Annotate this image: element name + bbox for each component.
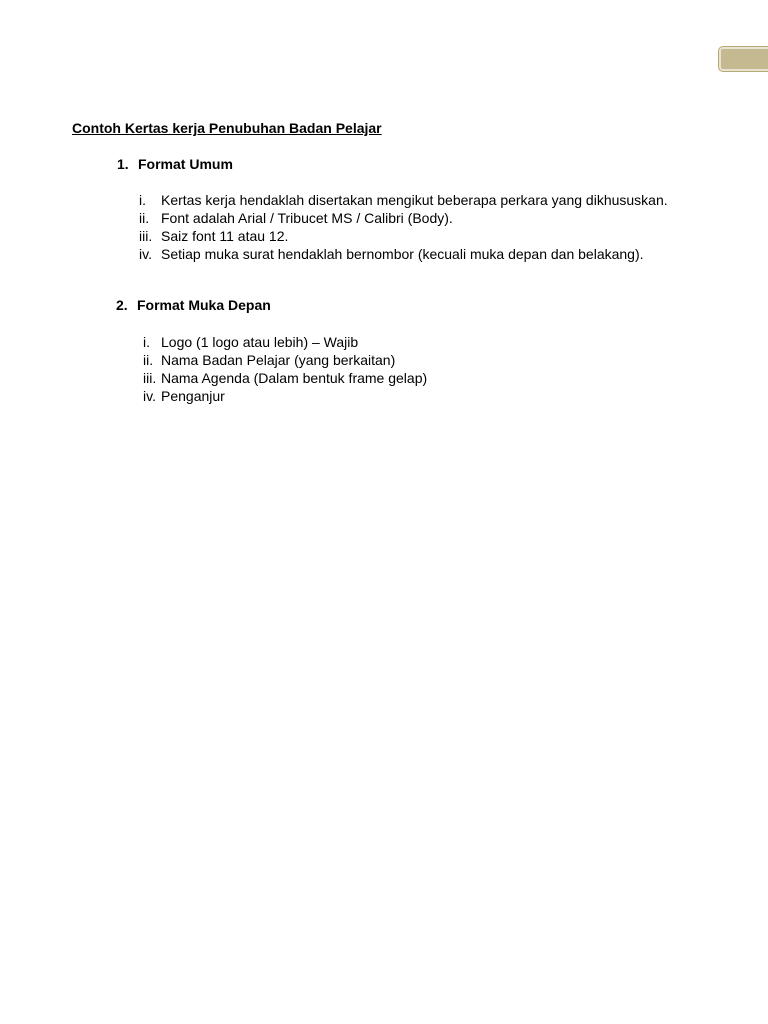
list-item-text: Penganjur xyxy=(161,388,225,404)
list-item xyxy=(139,209,668,227)
list-marker: i. xyxy=(143,334,150,350)
section-format-muka-depan-heading xyxy=(116,297,271,313)
list-marker: ii. xyxy=(139,210,150,226)
list-item-text: Kertas kerja hendaklah disertakan mengikut beberapa perkara yang dikhususkan. xyxy=(161,192,668,208)
list-item-text: Logo (1 logo atau lebih) – Wajib xyxy=(161,334,359,350)
list-marker: iii. xyxy=(139,228,153,244)
list-item-text: Saiz font 11 atau 12. xyxy=(161,228,289,244)
list-marker: iv. xyxy=(143,388,156,404)
list-item-text: Setiap muka surat hendaklah bernombor (kecuali muka depan dan belakang). xyxy=(161,246,644,262)
list-marker: iv. xyxy=(139,246,152,262)
list-item xyxy=(143,351,427,369)
list-marker: iii. xyxy=(143,370,157,386)
list-item xyxy=(139,227,668,245)
list-item xyxy=(143,369,427,387)
list-item-text: Nama Agenda (Dalam bentuk frame gelap) xyxy=(161,370,428,386)
list-marker: ii. xyxy=(143,352,154,368)
list-item-text: Nama Badan Pelajar (yang berkaitan) xyxy=(161,352,396,368)
section-heading-text: Format Muka Depan xyxy=(137,297,271,313)
list-item xyxy=(143,333,427,351)
section-number: 1. xyxy=(117,156,129,172)
section-format-umum-heading xyxy=(117,156,233,172)
format-muka-depan-list xyxy=(143,333,427,405)
list-item xyxy=(139,191,668,209)
list-item-text: Font adalah Arial / Tribucet MS / Calibri (Body). xyxy=(161,210,453,226)
format-umum-list xyxy=(139,191,668,263)
list-item xyxy=(139,245,668,263)
page-corner-tab xyxy=(719,47,768,71)
list-item xyxy=(143,387,427,405)
section-number: 2. xyxy=(116,297,128,313)
list-marker: i. xyxy=(139,192,146,208)
document-title: Contoh Kertas kerja Penubuhan Badan Pelajar xyxy=(72,120,382,136)
section-heading-text: Format Umum xyxy=(138,156,233,172)
